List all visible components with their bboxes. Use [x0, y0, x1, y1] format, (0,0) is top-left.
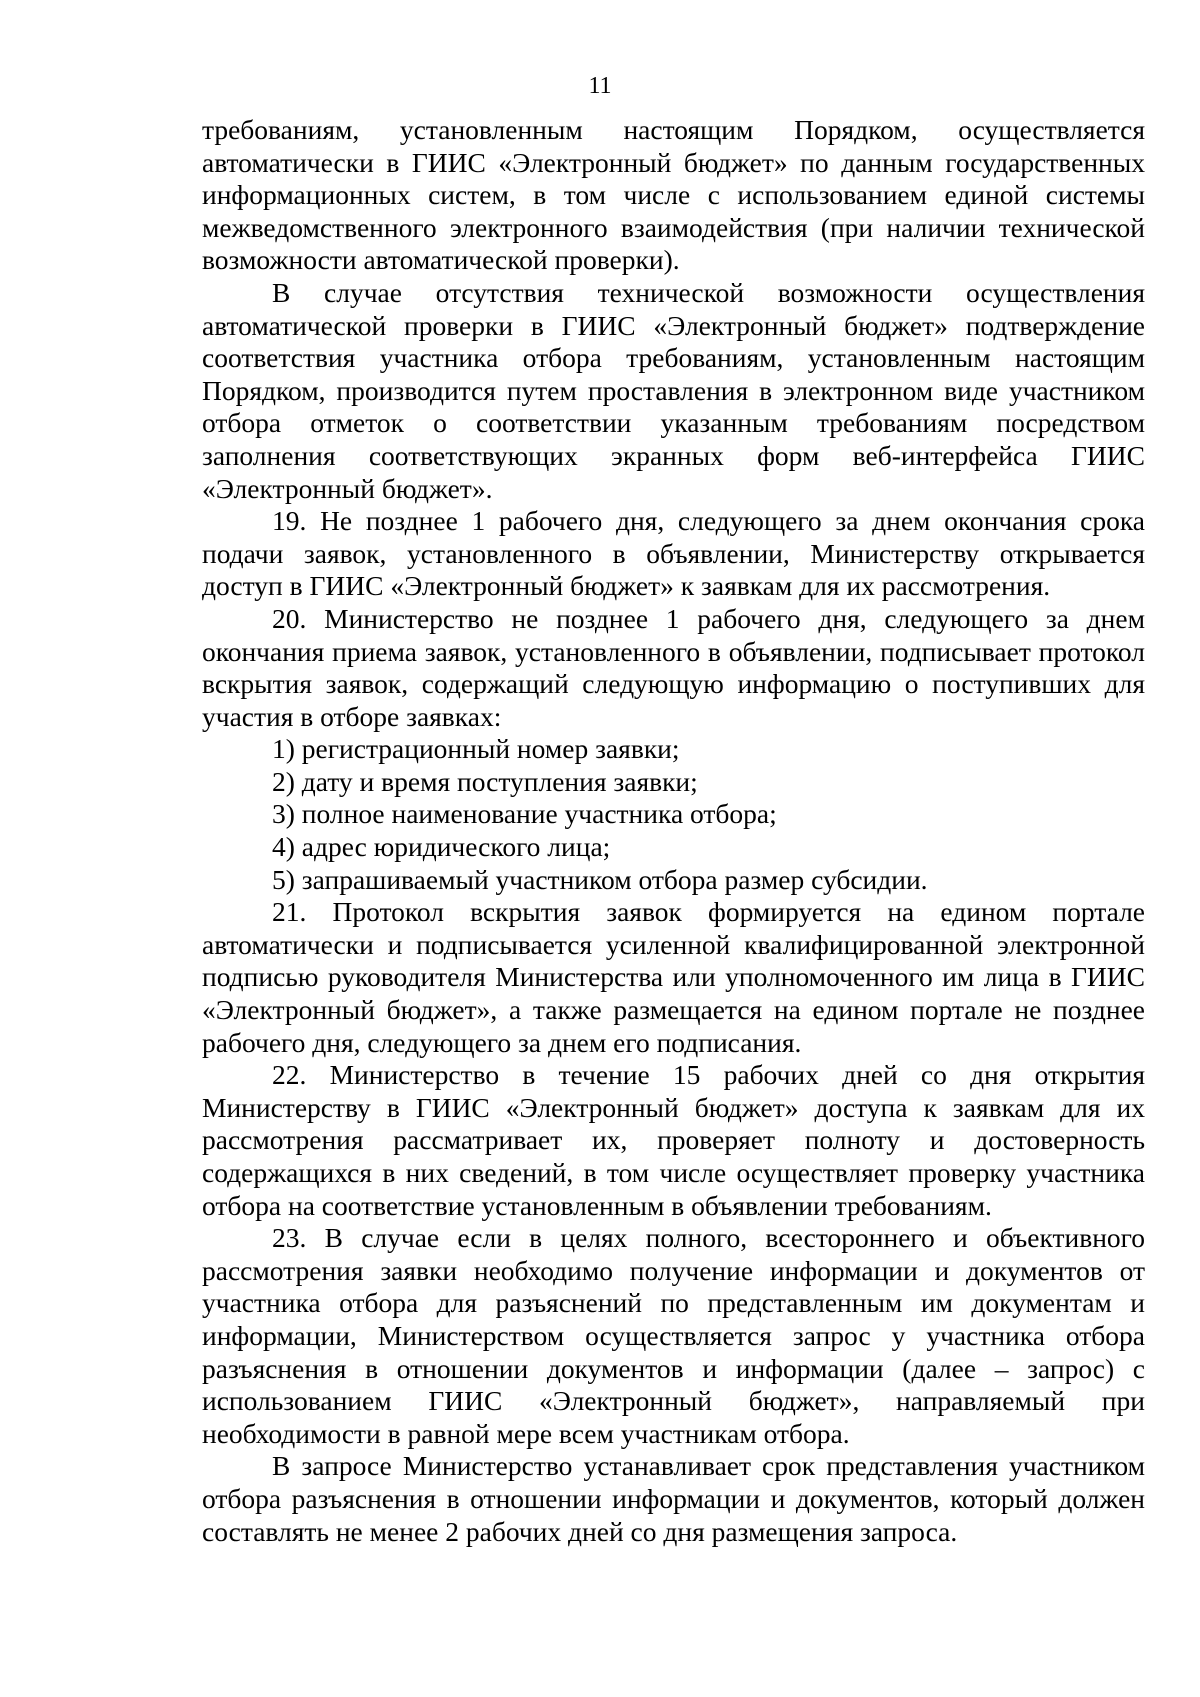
list-item: 4) адрес юридического лица;	[272, 831, 611, 863]
paragraph-item-19: 19. Не позднее 1 рабочего дня, следующего за днем окончания срока подачи заявок, установленного в объявлении, Министерству открывается доступ в ГИИС «Электронный бюджет» к заявкам для их рассмотрения.	[202, 505, 1145, 602]
document-body	[202, 114, 1145, 1548]
list-item: 3) полное наименование участника отбора;	[272, 798, 777, 830]
list-item: 2) дату и время поступления заявки;	[272, 765, 698, 797]
paragraph: требованиям, установленным настоящим Порядком, осуществляется автоматически в ГИИС «Электронный бюджет» по данным государственных информационных систем, в том числе с использованием единой системы межведомственного электронного взаимодействия (при наличии технической возможности автоматической проверки).	[202, 114, 1145, 276]
paragraph-item-20: 20. Министерство не позднее 1 рабочего дня, следующего за днем окончания приема заявок, установленного в объявлении, подписывает протокол вскрытия заявок, содержащий следующую информацию о поступивших для участия в отборе заявках:	[202, 602, 1145, 732]
paragraph-item-23: 23. В случае если в целях полного, всестороннего и объективного рассмотрения заявки необходимо получение информации и документов от участника отбора для разъяснений по представленным им документам и информации, Министерством осуществляется запрос у участника отбора разъяснения в отношении документов и информации (далее – запрос) с использованием ГИИС «Электронный бюджет», направляемый при необходимости в равной мере всем участникам отбора.	[202, 1222, 1145, 1449]
list-item: 5) запрашиваемый участником отбора размер субсидии.	[272, 863, 928, 895]
paragraph: В запросе Министерство устанавливает срок представления участником отбора разъяснения в отношении информации и документов, который должен составлять не менее 2 рабочих дней со дня размещения запроса.	[202, 1450, 1145, 1547]
page-number: 11	[588, 73, 612, 99]
list-item: 1) регистрационный номер заявки;	[272, 733, 680, 765]
paragraph-item-21: 21. Протокол вскрытия заявок формируется на едином портале автоматически и подписывается усиленной квалифицированной электронной подписью руководителя Министерства или уполномоченного им лица в ГИИС «Электронный бюджет», а также размещается на едином портале не позднее рабочего дня, следующего за днем его подписания.	[202, 896, 1145, 1058]
paragraph: В случае отсутствия технической возможности осуществления автоматической проверки в ГИИС «Электронный бюджет» подтверждение соответствия участника отбора требованиям, установленным настоящим Порядком, производится путем проставления в электронном виде участником отбора отметок о соответствии указанным требованиям посредством заполнения соответствующих экранных форм веб-интерфейса ГИИС «Электронный бюджет».	[202, 276, 1145, 504]
paragraph-item-22: 22. Министерство в течение 15 рабочих дней со дня открытия Министерству в ГИИС «Электронный бюджет» доступа к заявкам для их рассмотрения рассматривает их, проверяет полноту и достоверность содержащихся в них сведений, в том числе осуществляет проверку участника отбора на соответствие установленным в объявлении требованиям.	[202, 1059, 1145, 1221]
